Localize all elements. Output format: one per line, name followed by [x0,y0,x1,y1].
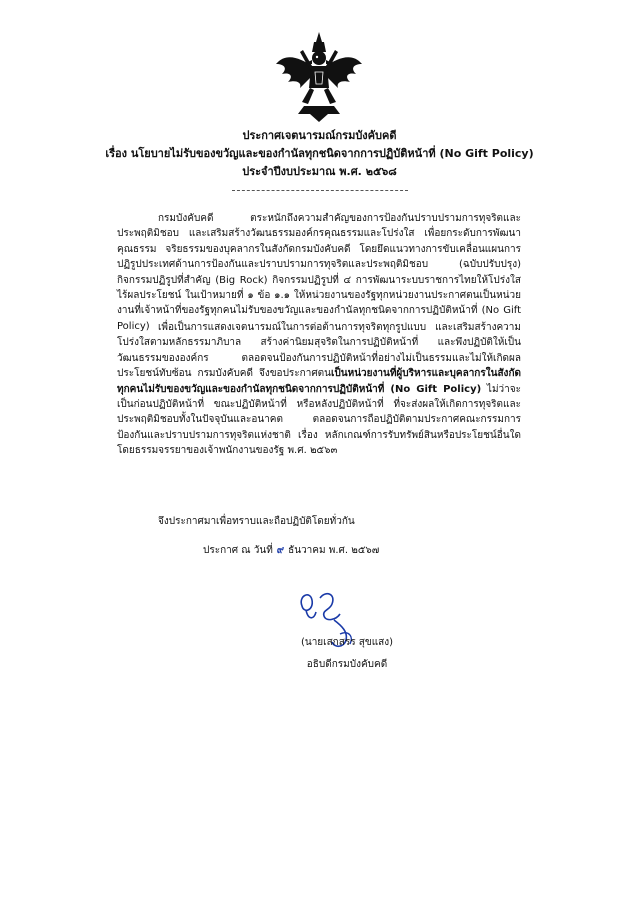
signatory-title: อธิบดีกรมบังคับคดี [306,659,388,670]
title-line-3: ประจำปีงบประมาณ พ.ศ. ๒๕๖๘ [242,165,397,178]
body-paragraph-3 [117,514,521,529]
date-day: ๙ [276,545,285,556]
title-divider [232,190,408,191]
title-line-2: เรื่อง นโยบายไม่รับของขวัญและของกำนัลทุกชนิดจากการปฏิบัติหน้าที่ (No Gift Policy) [105,147,534,160]
paragraph-2-text [117,320,521,459]
paragraph-1-text: กรมบังคับคดี ตระหนักถึงความสำคัญของการป้องกันปราบปรามการทุจริตและประพฤติมิชอบ และเสริมสร้างวัฒนธรรมองค์กรคุณธรรมและโปร่งใส เพื่อยกระดับการพัฒนาคุณธรรม จริยธรรมของบุคลากรในสังกัดกรมบังคับคดี โดยยึดแนวทางการขับเคลื่อนแผนการปฏิรูปประเทศด้านการป้องกันและปราบปรามการทุจริตและประพฤติมิชอบ (ฉบับปรับปรุง) กิจกรรมปฏิรูปที่สำคัญ (Big Rock) กิจกรรมปฏิรูปที่ ๔ การพัฒนาระบบราชการไทยให้โปร่งใส ไร้ผลประโยชน์ ในเป้าหมายที่ ๑ ข้อ ๑.๑ ให้หน่วยงานของรัฐทุกหน่วยงานประกาศตนเป็นหน่วยงานที่เจ้าหน้าที่ของรัฐทุกคนไม่รับของขวัญและของกำนัลทุกชนิดจากการปฏิบัติหน้าที่ (No Gift Policy) [117,213,521,332]
announcement-date [203,543,379,558]
body-paragraph-2 [117,320,521,459]
date-prefix: ประกาศ ณ วันที่ [203,545,273,556]
garuda-emblem-icon [274,30,364,122]
title-line-1: ประกาศเจตนารมณ์กรมบังคับคดี [242,129,397,142]
date-month-year: ธันวาคม พ.ศ. ๒๕๖๗ [288,545,380,556]
paragraph-2-part-2: ไม่ว่าจะเป็นก่อนปฏิบัติหน้าที่ ขณะปฏิบัติหน้าที่ หรือหลังปฏิบัติหน้าที่ ที่จะส่งผลให้เกิดการทุจริตและประพฤติมิชอบทั้งในปัจจุบันและอนาคต ตลอดจนการถือปฏิบัติตามประกาศคณะกรรมการป้องกันและปราบปรามการทุจริตแห่งชาติ เรื่อง หลักเกณฑ์การรับทรัพย์สินหรือประโยชน์อื่นใดโดยธรรมจรรยาของเจ้าพนักงานของรัฐ พ.ศ. ๒๕๖๓ [117,383,521,457]
paragraph-3-text: จึงประกาศมาเพื่อทราบและถือปฏิบัติโดยทั่วกัน [158,516,355,527]
body-paragraph-1 [117,211,521,334]
paragraph-2-part-1: เพื่อเป็นการแสดงเจตนารมณ์ในการต่อต้านการทุจริตทุกรูปแบบ และเสริมสร้างความโปร่งใสตามหลักธรรมาภิบาล สร้างค่านิยมสุจริตในการปฏิบัติหน้าที่ และพึงปฏิบัติให้เป็นวัฒนธรรมขององค์กร ตลอดจนป้องกันการปฏิบัติหน้าที่อย่างไม่เป็นธรรมและไม่ให้เกิดผลประโยชน์ทับซ้อน กรมบังคับคดี จึงขอประกาศตน [117,322,521,380]
announcement-title [60,127,579,181]
signatory-name: (นายเสกสรร สุขแสง) [300,637,394,648]
paragraph-2-bold: เป็นหน่วยงานที่ผู้บริหารและบุคลากรในสังกัดทุกคนไม่รับของขวัญและของกำนัลทุกชนิดจากการปฏิบัติหน้าที่ (No Gift Policy) [117,368,521,395]
